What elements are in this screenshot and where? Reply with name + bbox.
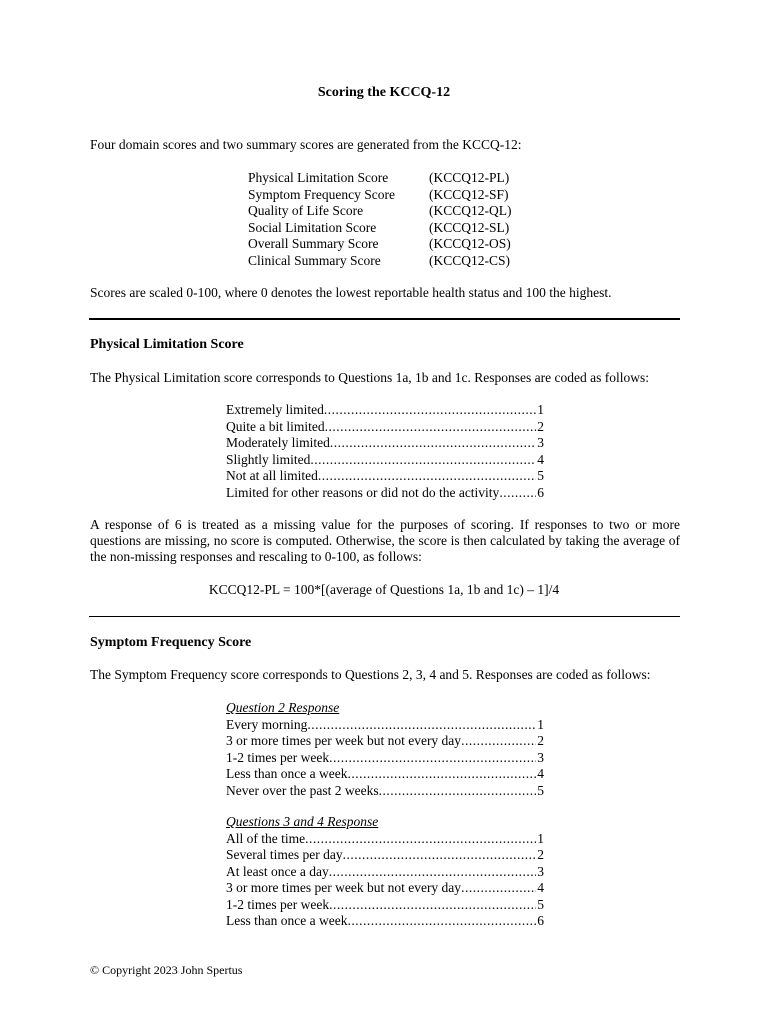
score-name: Overall Summary Score: [248, 236, 379, 251]
physical-response-list: [226, 402, 544, 501]
score-code: (KCCQ12-CS): [429, 252, 511, 268]
list-item: 3 or more times per week but not every day ..... 2: [226, 733, 544, 750]
q2-response-list: [226, 700, 544, 799]
list-item: Less than once a week ..... 4: [226, 766, 544, 783]
table-row: [248, 236, 512, 253]
score-name: Clinical Summary Score: [248, 252, 381, 268]
list-item: Limited for other reasons or did not do the activity ..... 6: [226, 485, 544, 502]
missing-value-note: A response of 6 is treated as a missing value for the purposes of scoring. If responses to two or more questions are missing, no score is computed. Otherwise, the score is then calculated by taking the average of the non-missing responses and rescaling to 0-100, as follows:: [90, 517, 680, 564]
score-code: (KCCQ12-QL): [429, 203, 512, 218]
score-name: Social Limitation Score: [248, 219, 377, 235]
score-name: Physical Limitation Score: [248, 170, 389, 185]
physical-formula: KCCQ12-PL = 100*[(average of Questions 1a, 1b and 1c) – 1]/4: [208, 582, 560, 597]
list-item: Every morning ..... 1: [226, 717, 544, 734]
list-item: 3 or more times per week but not every day ..... 4: [226, 880, 544, 897]
score-code: (KCCQ12-SF): [429, 186, 509, 202]
list-item: Not at all limited ..... 5: [226, 468, 544, 485]
score-code: (KCCQ12-OS): [429, 236, 511, 251]
list-item: 1-2 times per week ..... 5: [226, 897, 544, 914]
q34-response-list: [226, 814, 544, 930]
list-item: Never over the past 2 weeks ..... 5: [226, 783, 544, 800]
list-item: Less than once a week ..... 6: [226, 913, 544, 930]
list-item: Moderately limited ..... 3: [226, 435, 544, 452]
domain-score-table: [248, 170, 512, 269]
physical-heading: Physical Limitation Score: [90, 337, 244, 352]
list-item: 1-2 times per week ..... 3: [226, 750, 544, 767]
symptom-heading: Symptom Frequency Score: [90, 635, 252, 650]
page-title: Scoring the KCCQ-12: [317, 85, 451, 100]
section-divider: [89, 318, 680, 320]
list-item: Quite a bit limited ..... 2: [226, 419, 544, 436]
list-item: At least once a day ..... 3: [226, 864, 544, 881]
score-code: (KCCQ12-PL): [429, 170, 510, 185]
list-item: Several times per day ..... 2: [226, 847, 544, 864]
symptom-intro: The Symptom Frequency score corresponds to Questions 2, 3, 4 and 5. Responses are coded as follows:: [90, 667, 651, 682]
score-name: Quality of Life Score: [248, 203, 364, 218]
physical-intro: The Physical Limitation score corresponds to Questions 1a, 1b and 1c. Responses are coded as follows:: [90, 370, 650, 385]
score-code: (KCCQ12-SL): [429, 219, 510, 235]
section-divider: [89, 616, 680, 617]
table-row: [248, 170, 512, 187]
table-row: [248, 203, 512, 220]
q2-subheading: Question 2 Response: [226, 700, 340, 715]
list-item: All of the time ..... 1: [226, 831, 544, 848]
table-row: [248, 187, 512, 204]
intro-text: Four domain scores and two summary scores are generated from the KCCQ-12:: [90, 137, 522, 152]
score-name: Symptom Frequency Score: [248, 186, 395, 202]
list-item: Slightly limited ..... 4: [226, 452, 544, 469]
copyright-footer: © Copyright 2023 John Spertus: [90, 963, 243, 977]
q34-subheading: Questions 3 and 4 Response: [226, 814, 379, 829]
list-item: Extremely limited ..... 1: [226, 402, 544, 419]
table-row: [248, 253, 512, 270]
table-row: [248, 220, 512, 237]
scale-note: Scores are scaled 0-100, where 0 denotes the lowest reportable health status and 100 the highest.: [90, 285, 612, 300]
